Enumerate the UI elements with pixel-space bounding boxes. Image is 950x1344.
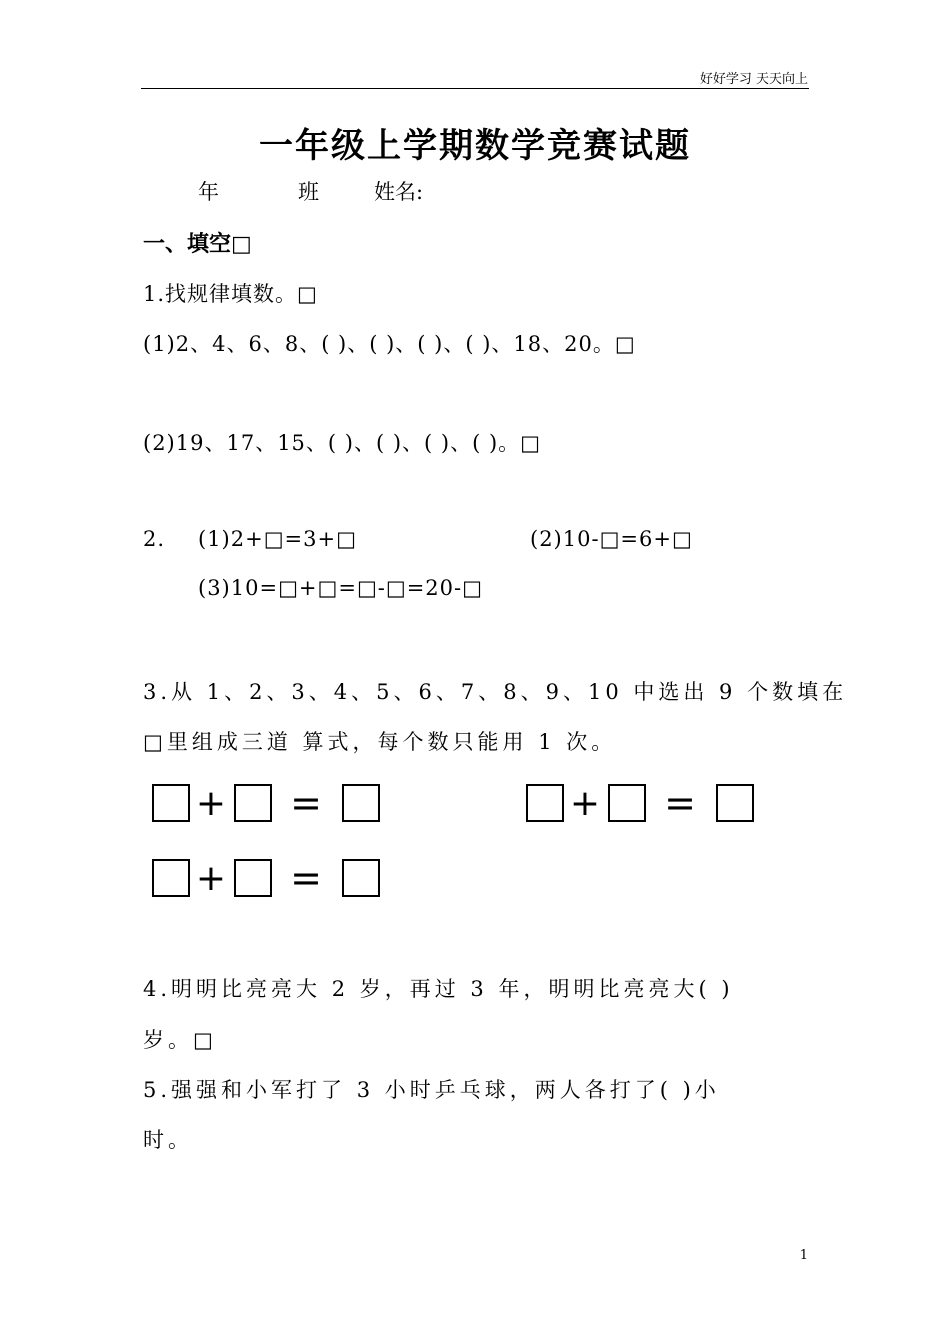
section-heading-fill-in: 一、填空□ [143, 231, 252, 257]
answer-box[interactable] [608, 784, 646, 822]
info-class: 班 [298, 180, 319, 204]
q2-part3: (3)10=□+□=□-□=20-□ [198, 576, 483, 600]
q2-part1: (1)2+□=3+□ [198, 527, 357, 551]
q4-line1: 4.明明比亮亮大 2 岁，再过 3 年，明明比亮亮大( ) [143, 977, 734, 1001]
q1-part1: (1)2、4、6、8、( )、( )、( )、( )、18、20。□ [143, 332, 636, 356]
q1-prompt: 1.找规律填数。□ [143, 282, 318, 306]
page-title: 一年级上学期数学竞赛试题 [259, 126, 691, 166]
q3-equation-3 [152, 855, 380, 900]
q3-equation-1 [152, 780, 380, 825]
answer-box[interactable] [152, 859, 190, 897]
answer-box[interactable] [234, 859, 272, 897]
page-number: 1 [799, 1248, 808, 1263]
q3-equation-2 [526, 780, 754, 825]
q5-line2: 时。 [143, 1128, 193, 1152]
header-motto: 好好学习 天天向上 [699, 72, 808, 87]
q1-part2: (2)19、17、15、( )、( )、( )、( )。□ [143, 431, 541, 455]
equals-sign: = [664, 781, 698, 825]
q3-line2: □里组成三道 算式，每个数只能用 1 次。 [143, 730, 617, 754]
q5-line1: 5.强强和小军打了 3 小时乒乓球，两人各打了( )小 [143, 1078, 720, 1102]
answer-box[interactable] [526, 784, 564, 822]
q2-part2: (2)10-□=6+□ [530, 527, 693, 551]
plus-sign: + [195, 782, 229, 824]
answer-box[interactable] [342, 784, 380, 822]
equals-sign: = [290, 781, 324, 825]
q4-line2: 岁。□ [143, 1028, 217, 1052]
equals-sign: = [290, 856, 324, 900]
answer-box[interactable] [152, 784, 190, 822]
answer-box[interactable] [234, 784, 272, 822]
answer-box[interactable] [342, 859, 380, 897]
answer-box[interactable] [716, 784, 754, 822]
plus-sign: + [195, 857, 229, 899]
header-divider [141, 88, 809, 89]
plus-sign: + [569, 782, 603, 824]
info-name: 姓名: [374, 180, 424, 204]
info-year: 年 [198, 180, 219, 204]
q2-number: 2. [143, 527, 166, 551]
q3-line1: 3.从 1、2、3、4、5、6、7、8、9、10 中选出 9 个数填在 [143, 680, 848, 704]
